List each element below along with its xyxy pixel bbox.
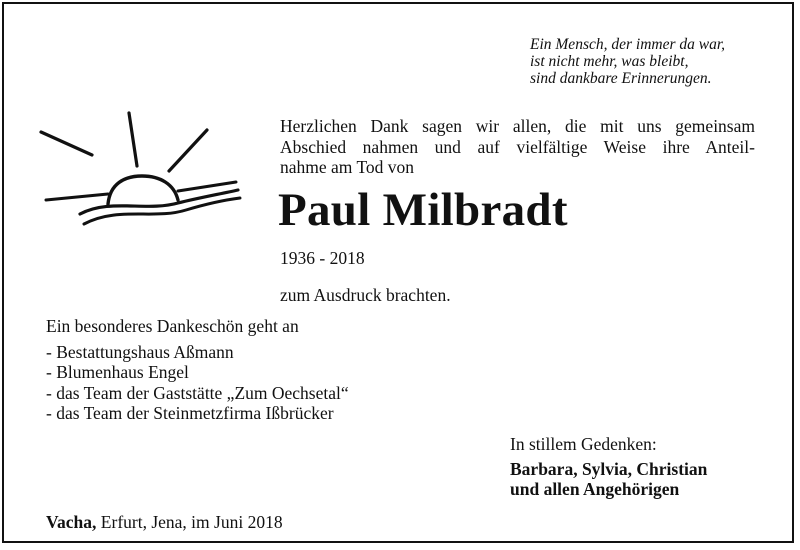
list-item: - das Team der Steinmetzfirma Ißbrücker bbox=[46, 403, 334, 423]
motto-line: ist nicht mehr, was bleibt, bbox=[530, 53, 689, 70]
sun-over-waves-icon bbox=[38, 108, 244, 234]
memoriam-relatives: und allen Angehörigen bbox=[510, 479, 680, 499]
place-name: Vacha, bbox=[46, 512, 97, 532]
list-item: - Bestattungshaus Aßmann bbox=[46, 341, 234, 362]
intro-line: Abschied nahmen und auf vielfältige Weise ihre Anteil- bbox=[280, 136, 755, 157]
motto-poem bbox=[530, 36, 770, 87]
motto-line: Ein Mensch, der immer da war, bbox=[530, 36, 726, 53]
place-date-rest: Erfurt, Jena, im Juni 2018 bbox=[96, 512, 283, 532]
motto-line: sind dankbare Erinnerungen. bbox=[530, 70, 712, 87]
list-item: - das Team der Gaststätte „Zum Oechsetal“ bbox=[46, 382, 349, 403]
special-thanks bbox=[46, 316, 349, 424]
memoriam-signature bbox=[510, 434, 707, 500]
place-date-line bbox=[46, 512, 283, 533]
intro-line: nahme am Tod von bbox=[280, 157, 415, 177]
special-thanks-heading: Ein besonderes Dankeschön geht an bbox=[46, 316, 299, 336]
intro-line: Herzlichen Dank sagen wir allen, die mit uns gemeinsam bbox=[280, 116, 755, 136]
life-years: 1936 - 2018 bbox=[280, 248, 365, 268]
list-item: - Blumenhaus Engel bbox=[46, 362, 189, 382]
memoriam-names: Barbara, Sylvia, Christian bbox=[510, 458, 708, 479]
special-thanks-list bbox=[46, 342, 349, 424]
thanks-intro bbox=[280, 116, 755, 178]
memoriam-label: In stillem Gedenken: bbox=[510, 434, 657, 454]
deceased-name: Paul Milbradt bbox=[278, 184, 568, 236]
closing-phrase: zum Ausdruck brachten. bbox=[280, 285, 451, 305]
